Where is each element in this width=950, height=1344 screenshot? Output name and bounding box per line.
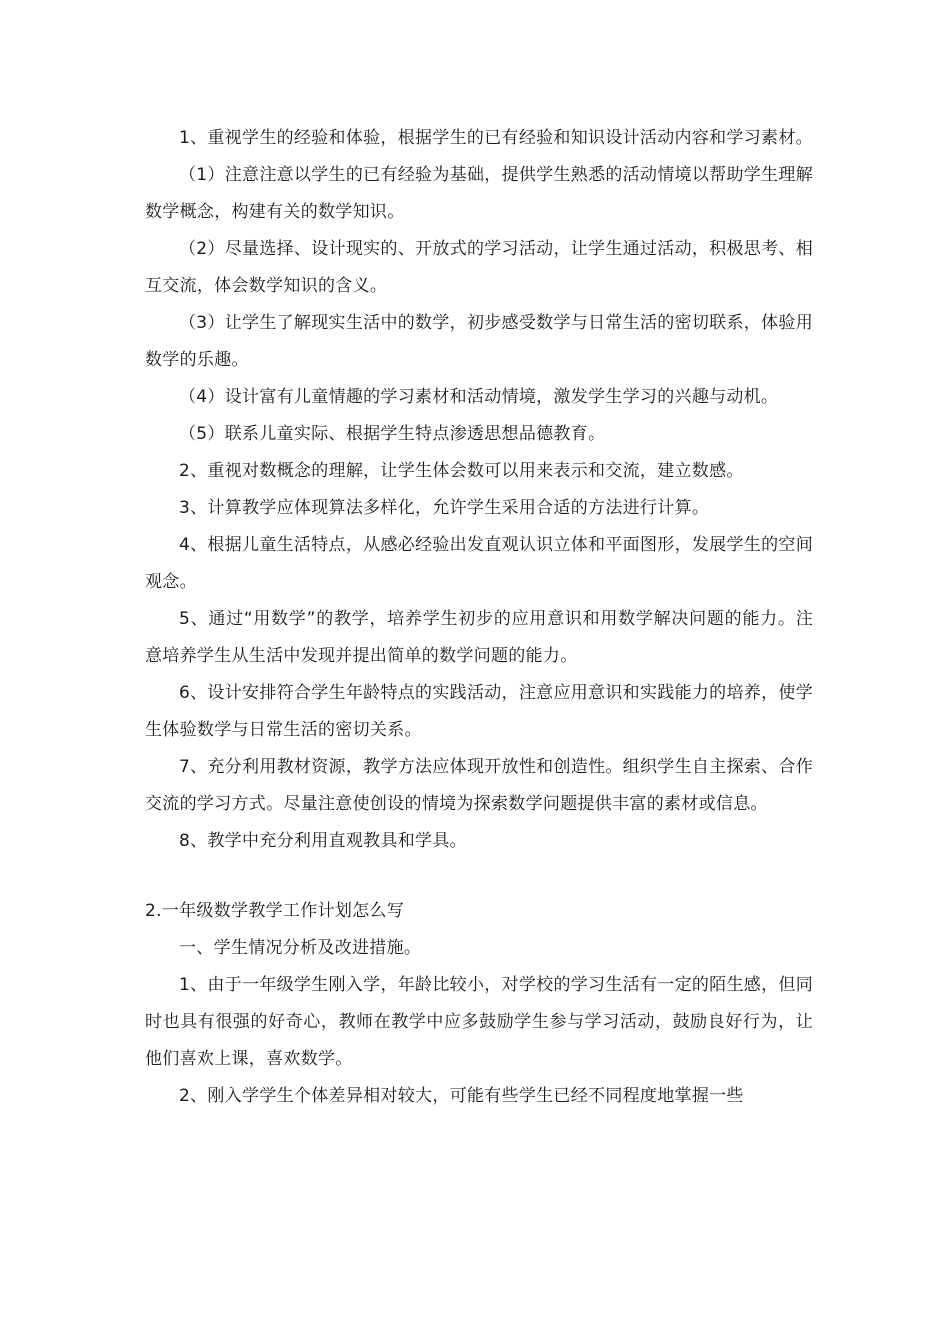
paragraph: 5、通过“用数学”的教学，培养学生初步的应用意识和用数学解决问题的能力。注意培养学生从生活中发现并提出简单的数学问题的能力。 — [145, 609, 813, 666]
paragraph: 1、由于一年级学生刚入学，年龄比较小，对学校的学习生活有一定的陌生感，但同时也具有很强的好奇心，教师在教学中应多鼓励学生参与学习活动，鼓励良好行为，让他们喜欢上课，喜欢数学。 — [145, 975, 813, 1069]
paragraph: 3、计算教学应体现算法多样化，允许学生采用合适的方法进行计算。 — [179, 498, 710, 518]
paragraph: （3）让学生了解现实生活中的数学，初步感受数学与日常生活的密切联系，体验用数学的乐趣。 — [145, 313, 813, 370]
document-body — [145, 120, 813, 1115]
paragraph: （4）设计富有儿童情趣的学习素材和活动情境，激发学生学习的兴趣与动机。 — [179, 387, 779, 407]
paragraph: 2、刚入学学生个体差异相对较大，可能有些学生已经不同程度地掌握一些 — [179, 1086, 744, 1106]
paragraph: （1）注意注意以学生的已有经验为基础，提供学生熟悉的活动情境以帮助学生理解数学概念，构建有关的数学知识。 — [145, 165, 813, 222]
paragraph: 2、重视对数概念的理解，让学生体会数可以用来表示和交流，建立数感。 — [179, 461, 744, 481]
paragraph: 4、根据儿童生活特点，从感必经验出发直观认识立体和平面图形，发展学生的空间观念。 — [145, 535, 813, 592]
paragraph: 6、设计安排符合学生年龄特点的实践活动，注意应用意识和实践能力的培养，使学生体验数学与日常生活的密切关系。 — [145, 683, 813, 740]
section-heading: 2.一年级数学教学工作计划怎么写 — [145, 901, 405, 921]
paragraph: 7、充分利用教材资源，教学方法应体现开放性和创造性。组织学生自主探索、合作交流的学习方式。尽量注意使创设的情境为探索数学问题提供丰富的素材或信息。 — [145, 757, 813, 814]
paragraph: （2）尽量选择、设计现实的、开放式的学习活动，让学生通过活动，积极思考、相互交流，体会数学知识的含义。 — [145, 239, 813, 296]
paragraph: 1、重视学生的经验和体验，根据学生的已有经验和知识设计活动内容和学习素材。 — [179, 128, 813, 148]
paragraph: 8、教学中充分利用直观教具和学具。 — [179, 831, 467, 851]
paragraph: 一、学生情况分析及改进措施。 — [179, 938, 422, 958]
paragraph: （5）联系儿童实际、根据学生特点渗透思想品德教育。 — [179, 424, 606, 444]
